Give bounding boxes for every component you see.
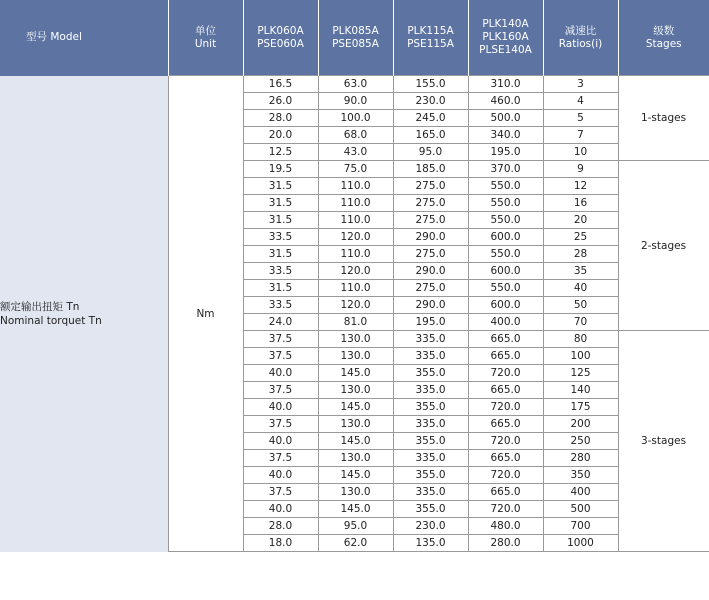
torque-value-cell: 665.0 [468, 348, 543, 365]
torque-value-cell: 665.0 [468, 450, 543, 467]
ratio-cell: 100 [543, 348, 618, 365]
torque-value-cell: 290.0 [393, 263, 468, 280]
ratio-cell: 80 [543, 331, 618, 348]
model-header-label: 型号 Model [26, 31, 82, 44]
torque-value-cell: 145.0 [318, 399, 393, 416]
torque-value-cell: 275.0 [393, 212, 468, 229]
model-header [0, 0, 168, 76]
torque-value-cell: 720.0 [468, 399, 543, 416]
torque-value-cell: 600.0 [468, 263, 543, 280]
torque-value-cell: 355.0 [393, 365, 468, 382]
ratio-header-cn: 减速比 [564, 24, 597, 37]
stage-cell: 3-stages [618, 331, 709, 552]
torque-value-cell: 280.0 [468, 535, 543, 552]
torque-value-cell: 130.0 [318, 416, 393, 433]
stage-cell: 1-stages [618, 76, 709, 161]
torque-value-cell: 33.5 [243, 297, 318, 314]
torque-value-cell: 12.5 [243, 144, 318, 161]
torque-value-cell: 20.0 [243, 127, 318, 144]
torque-value-cell: 335.0 [393, 484, 468, 501]
torque-value-cell: 275.0 [393, 195, 468, 212]
torque-value-cell: 95.0 [393, 144, 468, 161]
torque-value-cell: 110.0 [318, 246, 393, 263]
ratio-cell: 10 [543, 144, 618, 161]
torque-value-cell: 335.0 [393, 450, 468, 467]
unit-header [168, 0, 243, 76]
torque-value-cell: 550.0 [468, 212, 543, 229]
torque-value-cell: 245.0 [393, 110, 468, 127]
torque-value-cell: 480.0 [468, 518, 543, 535]
ratio-cell: 250 [543, 433, 618, 450]
ratio-cell: 200 [543, 416, 618, 433]
torque-value-cell: 81.0 [318, 314, 393, 331]
torque-value-cell: 600.0 [468, 229, 543, 246]
ratio-cell: 700 [543, 518, 618, 535]
torque-value-cell: 355.0 [393, 399, 468, 416]
unit-header-cn: 单位 [195, 24, 216, 37]
model-col-4-header [468, 0, 543, 76]
ratio-cell: 28 [543, 246, 618, 263]
parameter-label-cell [0, 76, 168, 552]
model-col-1-line-2: PSE060A [257, 37, 304, 50]
ratio-cell: 500 [543, 501, 618, 518]
torque-value-cell: 310.0 [468, 76, 543, 93]
torque-value-cell: 33.5 [243, 229, 318, 246]
ratio-header [543, 0, 618, 76]
torque-value-cell: 110.0 [318, 195, 393, 212]
torque-value-cell: 130.0 [318, 382, 393, 399]
torque-value-cell: 145.0 [318, 501, 393, 518]
torque-value-cell: 28.0 [243, 110, 318, 127]
stage-header [618, 0, 709, 76]
ratio-cell: 20 [543, 212, 618, 229]
torque-value-cell: 110.0 [318, 212, 393, 229]
model-col-1-line-1: PLK060A [257, 24, 304, 37]
torque-value-cell: 460.0 [468, 93, 543, 110]
header-row [0, 0, 709, 76]
torque-value-cell: 550.0 [468, 195, 543, 212]
torque-value-cell: 665.0 [468, 331, 543, 348]
model-col-3-line-1: PLK115A [407, 24, 454, 37]
torque-value-cell: 355.0 [393, 501, 468, 518]
torque-value-cell: 600.0 [468, 297, 543, 314]
torque-value-cell: 40.0 [243, 399, 318, 416]
torque-value-cell: 145.0 [318, 433, 393, 450]
ratio-cell: 35 [543, 263, 618, 280]
ratio-cell: 175 [543, 399, 618, 416]
stage-cell: 2-stages [618, 161, 709, 331]
ratio-cell: 1000 [543, 535, 618, 552]
torque-value-cell: 40.0 [243, 433, 318, 450]
torque-value-cell: 340.0 [468, 127, 543, 144]
torque-value-cell: 16.5 [243, 76, 318, 93]
torque-value-cell: 26.0 [243, 93, 318, 110]
torque-value-cell: 120.0 [318, 263, 393, 280]
ratio-cell: 7 [543, 127, 618, 144]
torque-value-cell: 31.5 [243, 246, 318, 263]
torque-value-cell: 62.0 [318, 535, 393, 552]
stage-header-cn: 级数 [653, 24, 675, 37]
torque-value-cell: 37.5 [243, 348, 318, 365]
torque-value-cell: 355.0 [393, 433, 468, 450]
model-col-2-line-2: PSE085A [332, 37, 379, 50]
torque-value-cell: 135.0 [393, 535, 468, 552]
torque-value-cell: 130.0 [318, 484, 393, 501]
table-body [0, 76, 709, 552]
torque-value-cell: 40.0 [243, 365, 318, 382]
torque-value-cell: 43.0 [318, 144, 393, 161]
ratio-cell: 4 [543, 93, 618, 110]
model-col-3-header [393, 0, 468, 76]
torque-value-cell: 37.5 [243, 382, 318, 399]
torque-value-cell: 335.0 [393, 382, 468, 399]
ratio-cell: 140 [543, 382, 618, 399]
torque-value-cell: 230.0 [393, 518, 468, 535]
torque-value-cell: 145.0 [318, 365, 393, 382]
torque-value-cell: 145.0 [318, 467, 393, 484]
torque-value-cell: 290.0 [393, 229, 468, 246]
torque-value-cell: 37.5 [243, 484, 318, 501]
torque-value-cell: 720.0 [468, 501, 543, 518]
torque-value-cell: 130.0 [318, 331, 393, 348]
torque-value-cell: 720.0 [468, 467, 543, 484]
torque-value-cell: 37.5 [243, 331, 318, 348]
torque-value-cell: 275.0 [393, 280, 468, 297]
torque-value-cell: 37.5 [243, 416, 318, 433]
parameter-label-cn: 额定输出扭矩 Tn [0, 300, 80, 313]
torque-value-cell: 40.0 [243, 501, 318, 518]
torque-value-cell: 37.5 [243, 450, 318, 467]
torque-value-cell: 75.0 [318, 161, 393, 178]
parameter-label-en: Nominal torquet Tn [0, 314, 102, 327]
torque-value-cell: 18.0 [243, 535, 318, 552]
ratio-cell: 400 [543, 484, 618, 501]
torque-value-cell: 195.0 [468, 144, 543, 161]
ratio-cell: 16 [543, 195, 618, 212]
torque-value-cell: 100.0 [318, 110, 393, 127]
torque-value-cell: 500.0 [468, 110, 543, 127]
unit-header-en: Unit [194, 37, 217, 50]
stage-header-en: Stages [645, 37, 682, 50]
torque-value-cell: 720.0 [468, 365, 543, 382]
torque-value-cell: 550.0 [468, 280, 543, 297]
ratio-header-en: Ratios(i) [558, 37, 603, 50]
torque-value-cell: 110.0 [318, 178, 393, 195]
model-col-1-header [243, 0, 318, 76]
ratio-cell: 280 [543, 450, 618, 467]
torque-value-cell: 230.0 [393, 93, 468, 110]
torque-value-cell: 665.0 [468, 416, 543, 433]
torque-value-cell: 28.0 [243, 518, 318, 535]
torque-value-cell: 720.0 [468, 433, 543, 450]
torque-value-cell: 110.0 [318, 280, 393, 297]
torque-value-cell: 275.0 [393, 178, 468, 195]
model-col-3-line-2: PSE115A [407, 37, 454, 50]
model-col-2-line-1: PLK085A [332, 24, 379, 37]
ratio-cell: 50 [543, 297, 618, 314]
torque-value-cell: 120.0 [318, 229, 393, 246]
model-col-2-header [318, 0, 393, 76]
torque-value-cell: 31.5 [243, 178, 318, 195]
ratio-cell: 5 [543, 110, 618, 127]
torque-value-cell: 275.0 [393, 246, 468, 263]
torque-value-cell: 33.5 [243, 263, 318, 280]
torque-value-cell: 90.0 [318, 93, 393, 110]
torque-value-cell: 665.0 [468, 484, 543, 501]
torque-value-cell: 195.0 [393, 314, 468, 331]
torque-value-cell: 185.0 [393, 161, 468, 178]
torque-value-cell: 95.0 [318, 518, 393, 535]
ratio-cell: 25 [543, 229, 618, 246]
ratio-cell: 350 [543, 467, 618, 484]
torque-value-cell: 335.0 [393, 348, 468, 365]
torque-value-cell: 335.0 [393, 416, 468, 433]
unit-cell: Nm [168, 76, 243, 552]
torque-value-cell: 370.0 [468, 161, 543, 178]
ratio-cell: 9 [543, 161, 618, 178]
torque-value-cell: 165.0 [393, 127, 468, 144]
torque-value-cell: 31.5 [243, 212, 318, 229]
ratio-cell: 70 [543, 314, 618, 331]
torque-value-cell: 120.0 [318, 297, 393, 314]
torque-value-cell: 550.0 [468, 246, 543, 263]
torque-value-cell: 155.0 [393, 76, 468, 93]
model-col-4-line-3: PLSE140A [479, 44, 532, 56]
torque-value-cell: 355.0 [393, 467, 468, 484]
torque-value-cell: 24.0 [243, 314, 318, 331]
model-col-4-line-2: PLK160A [482, 31, 529, 43]
torque-value-cell: 130.0 [318, 450, 393, 467]
torque-value-cell: 40.0 [243, 467, 318, 484]
ratio-cell: 3 [543, 76, 618, 93]
torque-value-cell: 63.0 [318, 76, 393, 93]
torque-value-cell: 19.5 [243, 161, 318, 178]
torque-value-cell: 400.0 [468, 314, 543, 331]
torque-value-cell: 31.5 [243, 280, 318, 297]
torque-value-cell: 31.5 [243, 195, 318, 212]
torque-value-cell: 550.0 [468, 178, 543, 195]
ratio-cell: 40 [543, 280, 618, 297]
torque-value-cell: 130.0 [318, 348, 393, 365]
ratio-cell: 12 [543, 178, 618, 195]
torque-value-cell: 290.0 [393, 297, 468, 314]
torque-value-cell: 665.0 [468, 382, 543, 399]
ratio-cell: 125 [543, 365, 618, 382]
table-row [0, 76, 709, 93]
model-col-4-line-1: PLK140A [482, 18, 529, 30]
torque-value-cell: 335.0 [393, 331, 468, 348]
torque-value-cell: 68.0 [318, 127, 393, 144]
